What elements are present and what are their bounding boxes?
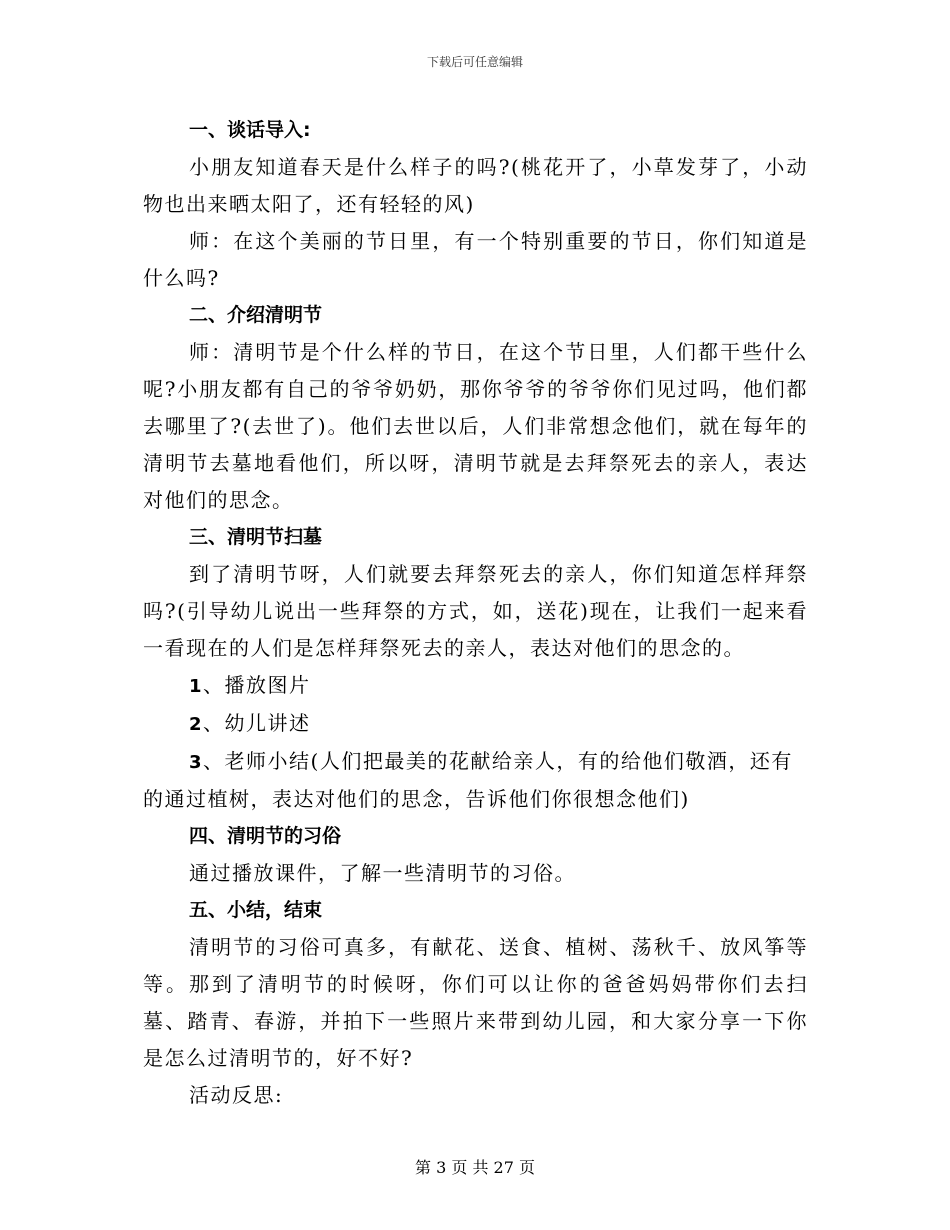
list-item [143,743,808,818]
section-4-heading: 四、清明节的习俗 [189,825,342,847]
page-number-footer: 第 3 页 共 27 页 [415,1158,535,1177]
list-item-text: 、老师小结(人们把最美的花献给亲人，有的给他们敬酒，还有的通过植树，表达对他们的思念，告诉他们你很想念他们) [143,749,793,811]
reflection-label: 活动反思: [189,1083,284,1107]
list-item-number: 2 [189,714,204,735]
list-item-number: 1 [189,676,204,697]
list-item [143,705,808,743]
list-item-text: 、播放图片 [203,673,311,697]
list-item [143,667,808,705]
list-item-number: 3 [189,752,204,773]
section-4-paragraph-1: 通过播放课件，了解一些清明节的习俗。 [189,861,576,885]
section-5-heading: 五、小结，结束 [189,899,323,921]
document-body [143,112,808,1114]
section-1-heading: 一、谈话导入: [189,119,311,141]
section-2-heading: 二、介绍清明节 [189,304,323,326]
section-1-paragraph-2: 师：在这个美丽的节日里，有一个特别重要的节日，你们知道是什么吗? [143,229,808,290]
section-1-paragraph-1: 小朋友知道春天是什么样子的吗?(桃花开了，小草发芽了，小动物也出来晒太阳了，还有轻轻的风) [143,155,808,216]
section-5-paragraph-1: 清明节的习俗可真多，有献花、送食、植树、荡秋千、放风筝等等。那到了清明节的时候呀，你们可以让你的爸爸妈妈带你们去扫墓、踏青、春游，并拍下一些照片来带到幼儿园，和大家分享一下你是怎么过清明节的，好不好? [143,935,808,1070]
section-3-heading: 三、清明节扫墓 [189,526,323,548]
section-3-paragraph-1: 到了清明节呀，人们就要去拜祭死去的亲人，你们知道怎样拜祭吗?(引导幼儿说出一些拜祭的方式，如，送花)现在，让我们一起来看一看现在的人们是怎样拜祭死去的亲人，表达对他们的思念的。 [143,562,808,660]
list-item-text: 、幼儿讲述 [203,711,311,735]
header-note: 下载后可任意编辑 [426,55,523,69]
section-2-paragraph-1: 师：清明节是个什么样的节日，在这个节日里，人们都干些什么呢?小朋友都有自己的爷爷奶奶，那你爷爷的爷爷你们见过吗，他们都去哪里了?(去世了)。他们去世以后，人们非常想念他们，就在每年的清明节去墓地看他们，所以呀，清明节就是去拜祭死去的亲人，表达对他们的思念。 [143,340,808,512]
